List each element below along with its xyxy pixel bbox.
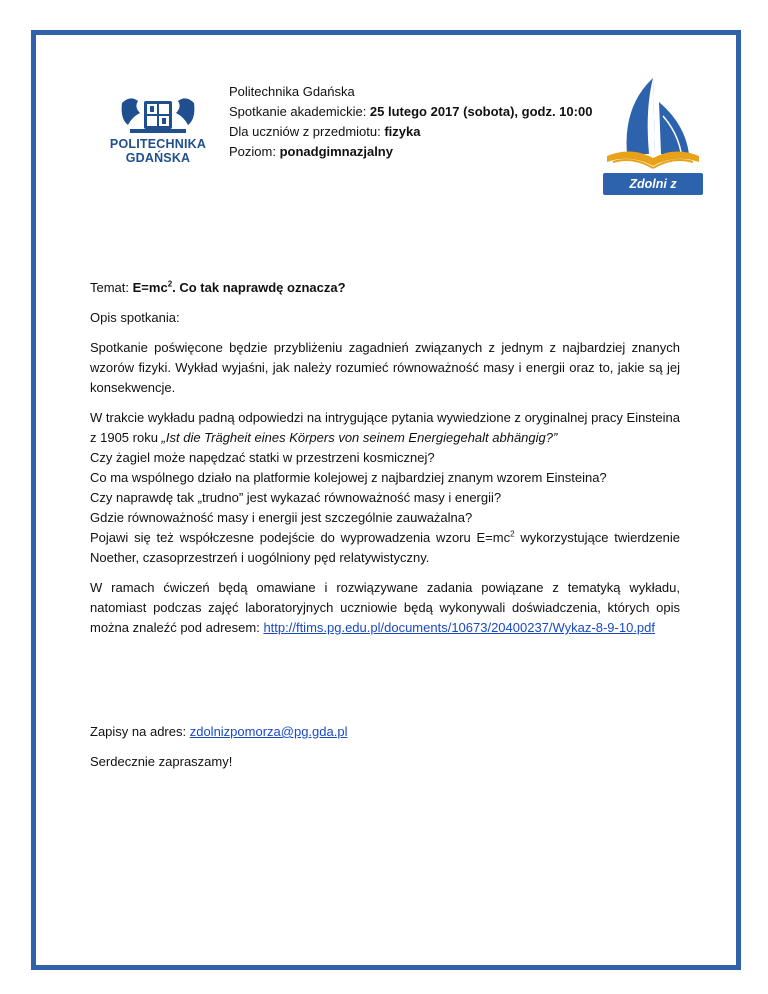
topic-title: $E=mc^2$. Co tak naprawdę oznacza? bbox=[132, 279, 346, 295]
meeting-date-line: Spotkanie akademickie: 25 lutego 2017 (sobota), godz. 10:00 bbox=[229, 104, 593, 119]
main-content bbox=[90, 278, 680, 782]
signup-line: Zapisy na adres: zdolnizpomorza@pg.gda.pl bbox=[90, 724, 348, 739]
question-2: Co ma wspólnego działo na platformie kolejowej z najbardziej znanym wzorem Einsteina? bbox=[90, 470, 607, 485]
logo-badge-text: Zdolni z Pomorza bbox=[603, 173, 703, 195]
signup-email-link[interactable]: zdolnizpomorza@pg.gda.pl bbox=[189, 724, 348, 739]
subject-line: Dla uczniów z przedmiotu: fizyka bbox=[229, 124, 421, 139]
level-line: Poziom: ponadgimnazjalny bbox=[229, 144, 393, 159]
description-paragraph-3: W ramach ćwiczeń będą omawiane i rozwiązywane zadania powiązane z tematyką wykładu, natomiast podczas zajęć laboratoryjnych uczniowie będą wykonywali doświadczenia, których opis można znaleźć pod adresem: http://ftims.pg.edu.pl/documents/10673/20400237/Wykaz-8-9-10.pdf bbox=[90, 580, 680, 635]
institution-name: Politechnika Gdańska bbox=[229, 84, 355, 99]
description-paragraph-2: W trakcie wykładu padną odpowiedzi na intrygujące pytania wywiedzione z oryginalnej pracy Einsteina z 1905 roku „Ist die Trägheit eines Körpers von seinem Energiegehalt abhängig?” Czy żagiel może napędzać statki w przestrzeni kosmicznej? Co ma wspólnego działo na platformie kolejowej z najbardziej znanym wzorem Einsteina? Czy naprawdę tak „trudno” jest wykazać równoważność masy i energii? Gdzie równoważność masy i energii jest szczególnie zauważalna? Pojawi się też współczesne podejście do wyprowadzenia wzoru $E=mc^2$ wykorzystujące twierdzenie Noether, czasoprzestrzeń i uogólniony pęd relatywistyczny. bbox=[90, 410, 680, 565]
description-paragraph-1: Spotkanie poświęcone będzie przybliżeniu zagadnień związanych z jednym z najbardziej znanych wzorów fizyki. Wykład wyjaśni, jak należy rozumieć równoważność masy i energii oraz to, jakie są jej konsekwencje. bbox=[90, 340, 680, 395]
crest-icon bbox=[116, 95, 200, 135]
topic-line: Temat: $E=mc^2$. Co tak naprawdę oznacza? bbox=[90, 279, 346, 295]
closing-text: Serdecznie zapraszamy! bbox=[90, 754, 233, 769]
level-value: ponadgimnazjalny bbox=[279, 144, 393, 159]
sailboat-book-icon bbox=[593, 76, 713, 176]
meeting-date: 25 lutego 2017 (sobota), godz. 10:00 bbox=[369, 104, 593, 119]
paper-title: „Ist die Trägheit eines Körpers von seinem Energiegehalt abhängig?” bbox=[161, 430, 558, 445]
question-4: Gdzie równoważność masy i energii jest szczególnie zauważalna? bbox=[90, 510, 473, 525]
politechnika-gdanska-logo bbox=[108, 95, 208, 175]
logo-text-line2: GDAŃSKA bbox=[125, 151, 191, 165]
event-header bbox=[229, 82, 592, 162]
zdolni-z-pomorza-logo bbox=[593, 76, 713, 213]
question-1: Czy żagiel może napędzać statki w przestrzeni kosmicznej? bbox=[90, 450, 435, 465]
description-heading: Opis spotkania: bbox=[90, 310, 180, 325]
lab-description-link[interactable]: http://ftims.pg.edu.pl/documents/10673/20400237/Wykaz-8-9-10.pdf bbox=[263, 620, 656, 635]
question-3: Czy naprawdę tak „trudno” jest wykazać równoważność masy i energii? bbox=[90, 490, 502, 505]
logo-text-line1: POLITECHNIKA bbox=[109, 137, 207, 151]
subject-value: fizyka bbox=[384, 124, 421, 139]
modern-approach: Pojawi się też współczesne podejście do wyprowadzenia wzoru $E=mc^2$ wykorzystujące twierdzenie Noether, czasoprzestrzeń i uogólniony pęd relatywistyczny. bbox=[90, 529, 680, 565]
